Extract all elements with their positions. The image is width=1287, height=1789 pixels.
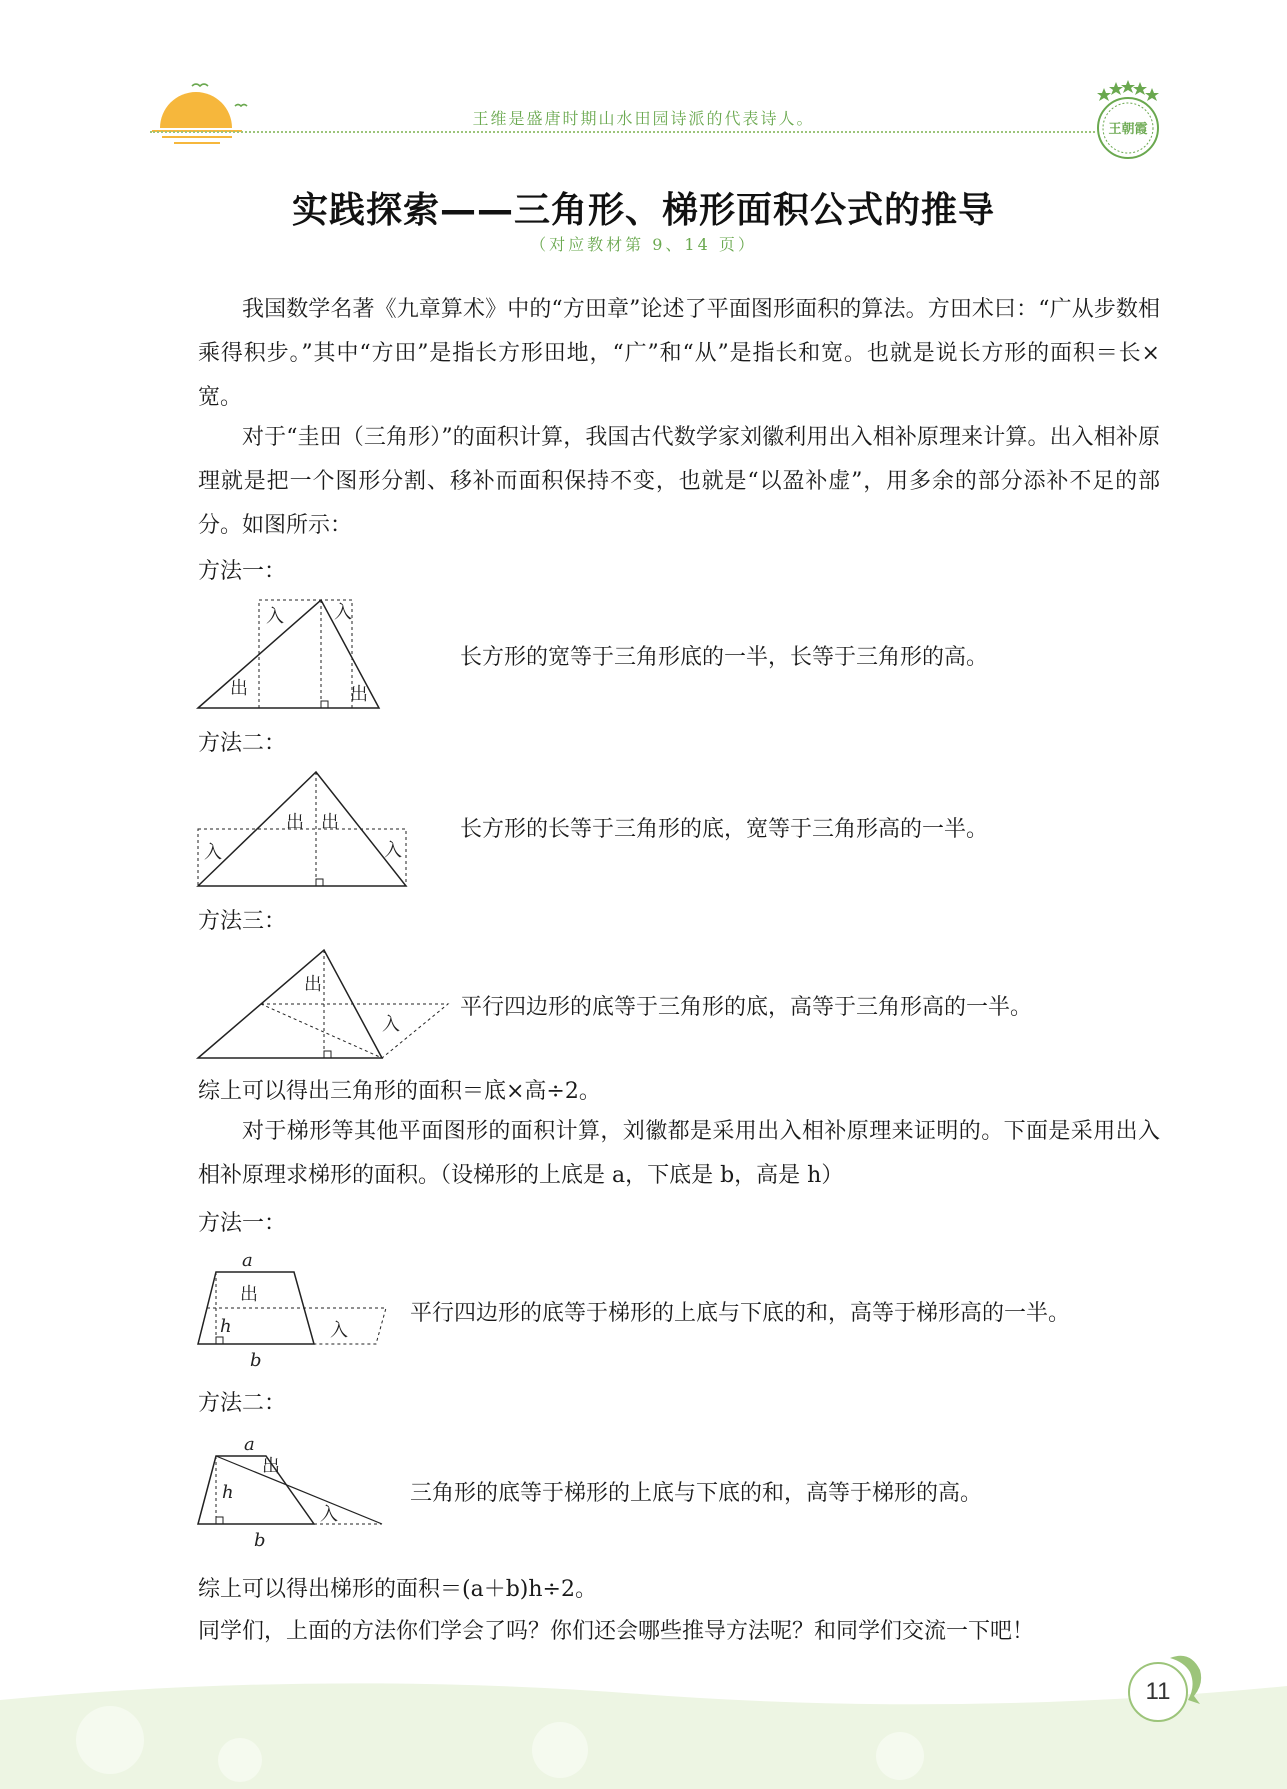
paragraph-trapezoid-intro: 对于梯形等其他平面图形的面积计算，刘徽都是采用出入相补原理来证明的。下面是采用出入相补原理求梯形的面积。（设梯形的上底是 a，下底是 b，高是 h）: [198, 1119, 1160, 1188]
dolphin-icon: [1160, 1650, 1210, 1710]
tri-method-2-desc: 长方形的长等于三角形的底，宽等于三角形高的一半。: [460, 817, 989, 842]
tri-method-1-label: 方法一：: [198, 559, 287, 584]
label-a: a: [244, 1434, 255, 1455]
label-a: a: [242, 1250, 253, 1271]
label-in: 入: [382, 1014, 400, 1035]
trap-method-2-label: 方法二：: [198, 1391, 287, 1416]
label-in: 入: [204, 842, 222, 863]
trap-method-1-figure: [196, 1252, 396, 1372]
closing-question: 同学们，上面的方法你们学会了吗？你们还会哪些推导方法呢？和同学们交流一下吧！: [198, 1619, 1035, 1644]
trap-method-1-desc: 平行四边形的底等于梯形的上底与下底的和，高等于梯形高的一半。: [410, 1301, 1071, 1326]
footer-wave: [0, 1670, 1287, 1789]
tri-method-2-label: 方法二：: [198, 731, 287, 756]
trap-method-1-label: 方法一：: [198, 1211, 287, 1236]
label-b: b: [250, 1350, 262, 1371]
paragraph-triangle-intro: 对于“圭田（三角形）”的面积计算，我国古代数学家刘徽利用出入相补原理来计算。出入相补原理就是把一个图形分割、移补而面积保持不变，也就是“以盈补虚”，用多余的部分添补不足的部分。如图所示：: [198, 425, 1160, 538]
label-in: 入: [320, 1504, 338, 1525]
page-number: 11: [1128, 1662, 1188, 1722]
label-out: 出: [286, 812, 304, 833]
header-divider: [150, 131, 1095, 133]
tri-method-1-figure: [196, 596, 386, 710]
tri-method-3-label: 方法三：: [198, 909, 287, 934]
badge-text: 王朝霞: [1108, 122, 1148, 137]
trap-method-2-figure: [196, 1432, 386, 1552]
label-b: b: [254, 1530, 266, 1551]
label-out: 出: [240, 1284, 258, 1305]
tri-method-3-figure: [196, 946, 452, 1060]
tri-method-1-desc: 长方形的宽等于三角形底的一半，长等于三角形的高。: [460, 645, 989, 670]
label-h: h: [222, 1482, 234, 1503]
trap-method-2-desc: 三角形的底等于梯形的上底与下底的和，高等于梯形的高。: [410, 1481, 983, 1506]
label-out: 出: [230, 678, 248, 699]
paragraph-intro: 我国数学名著《九章算术》中的“方田章”论述了平面图形面积的算法。方田术曰：“广从步数相乘得积步。”其中“方田”是指长方形田地，“广”和“从”是指长和宽。也就是说长方形的面积＝长×宽。: [198, 297, 1160, 410]
page-subtitle: （对应教材第 9、14 页）: [530, 235, 757, 254]
label-h: h: [220, 1316, 232, 1337]
label-in: 入: [266, 606, 284, 627]
label-in: 入: [334, 602, 352, 623]
trapezoid-area-summary: 综上可以得出梯形的面积＝(a＋b)h÷2。: [198, 1577, 597, 1602]
label-in: 入: [384, 840, 402, 861]
label-out: 出: [350, 684, 368, 705]
label-out: 出: [304, 974, 322, 995]
page-title: 实践探索——三角形、梯形面积公式的推导: [291, 190, 995, 231]
tri-method-2-figure: [196, 768, 410, 888]
label-in: 入: [330, 1320, 348, 1341]
label-out: 出: [262, 1456, 280, 1477]
triangle-area-summary: 综上可以得出三角形的面积＝底×高÷2。: [198, 1079, 601, 1104]
label-out: 出: [321, 812, 339, 833]
header-tagline: 王维是盛唐时期山水田园诗派的代表诗人。: [472, 109, 815, 128]
tri-method-3-desc: 平行四边形的底等于三角形的底，高等于三角形高的一半。: [460, 995, 1033, 1020]
